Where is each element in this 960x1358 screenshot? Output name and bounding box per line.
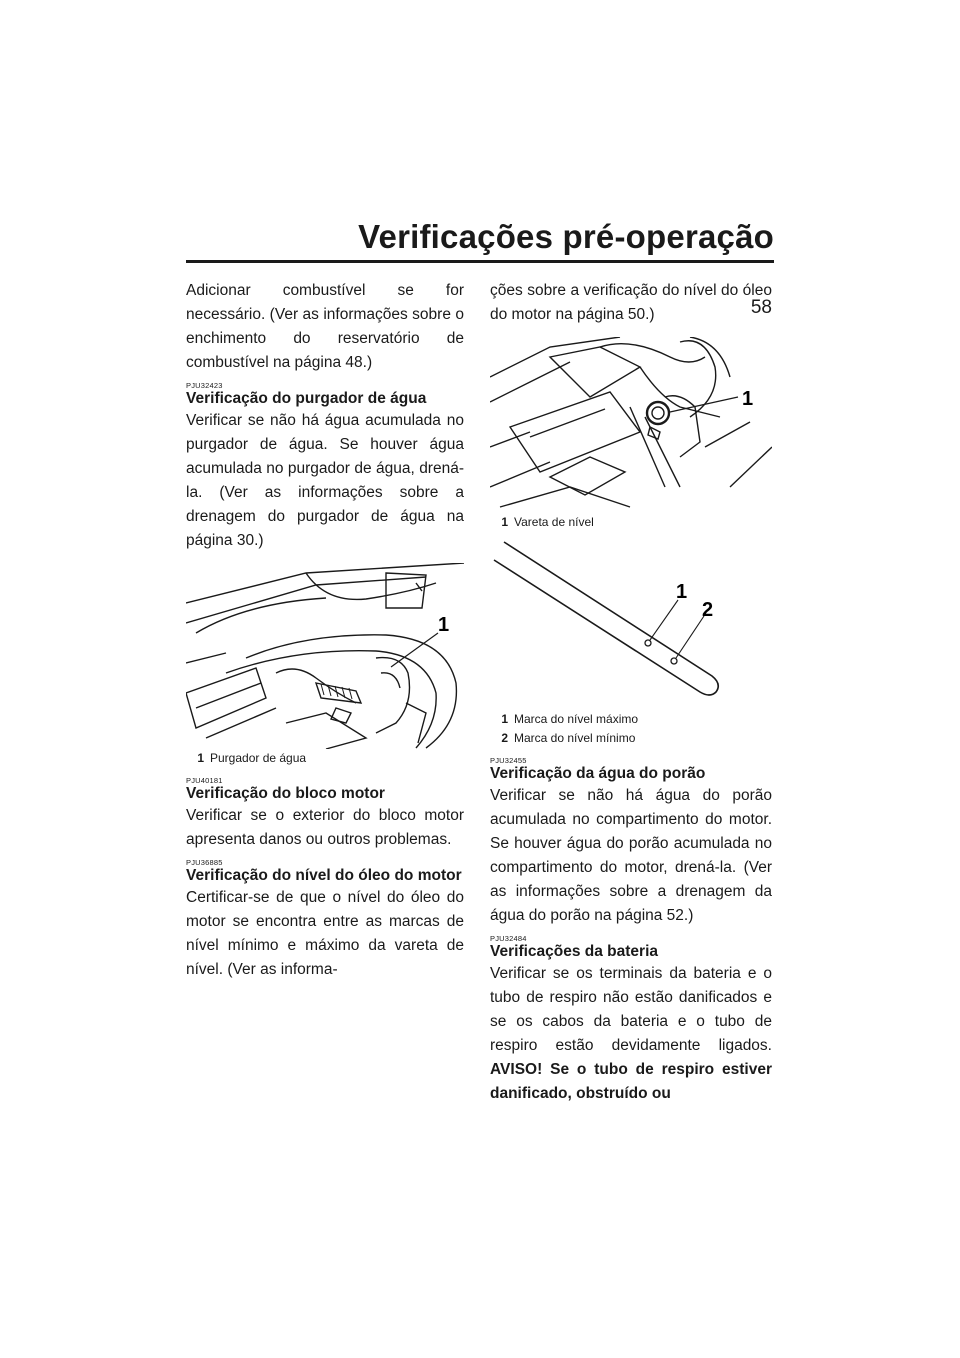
min-mark-icon (671, 658, 677, 664)
dipstick-cap-icon (647, 402, 669, 424)
figure-callout: 1 (438, 614, 450, 636)
dipstick-marks-illustration (490, 540, 772, 710)
intro-paragraph: Adicionar combustível se for necessário. (Ver as informações sobre o enchimento do reservatório de combustível na página 48.) (186, 282, 464, 371)
section-code: PJU32455 (490, 756, 527, 765)
continuation-paragraph: ções sobre a verificação do nível do óleo do motor na página 50.) (490, 282, 772, 323)
right-column (490, 279, 772, 1106)
section-text: Verificar se os terminais da bateria e o tubo de respiro não estão danificados e se os cabos da bateria e o tubo de respiro estão devidamente ligados. AVISO! Se o tubo de respiro estiver danificado, obstruído ou (490, 965, 772, 1102)
section-title: Verificação do purgador de água (186, 390, 427, 407)
figure-caption: 1 Marca do nível máximo (501, 712, 639, 726)
page-number: 58 (750, 297, 772, 318)
section-code: PJU32423 (186, 381, 223, 390)
figure-callout: 1 (742, 388, 754, 410)
section-title: Verificações da bateria (490, 943, 659, 960)
warning-text: AVISO! Se o tubo de respiro estiver danificado, obstruído ou (490, 1061, 772, 1102)
max-mark-icon (645, 640, 651, 646)
figure-dipstick-location (490, 337, 772, 532)
water-drain-illustration (186, 563, 464, 749)
section-title: Verificação do nível do óleo do motor (186, 867, 462, 884)
figure-caption: 2 Marca do nível mínimo (501, 731, 636, 745)
section-text: Certificar-se de que o nível do óleo do motor se encontra entre as marcas de nível mínimo e máximo da vareta de nível. (Ver as informa- (186, 889, 464, 978)
section-title: Verificação da água do porão (490, 765, 706, 782)
figure-caption: 1 Vareta de nível (501, 515, 594, 529)
section-code: PJU32484 (490, 934, 527, 943)
page-title: Verificações pré-operação (358, 218, 774, 255)
figure-caption: 1 Purgador de água (197, 751, 307, 765)
section-text: Verificar se o exterior do bloco motor apresenta danos ou outros problemas. (186, 807, 464, 848)
figure-water-drain (186, 563, 464, 768)
figure-callout: 2 (702, 599, 714, 621)
section-code: PJU40181 (186, 776, 223, 785)
left-column (186, 279, 464, 982)
section-code: PJU36885 (186, 858, 223, 867)
section-text: Verificar se não há água do porão acumulada no compartimento do motor. Se houver água do porão acumulada no compartimento do motor, drená-la. (Ver as informações sobre a drenagem da água do porão na página 52.) (490, 787, 772, 924)
dipstick-location-illustration (490, 337, 772, 513)
section-title: Verificação do bloco motor (186, 785, 385, 802)
figure-callout: 1 (676, 581, 688, 603)
section-text: Verificar se não há água acumulada no purgador de água. Se houver água acumulada no purgador de água, drená-la. (Ver as informações sobre a drenagem do purgador de água na página 30.) (186, 412, 464, 549)
figure-dipstick-marks (490, 540, 772, 748)
header-rule (186, 260, 774, 263)
